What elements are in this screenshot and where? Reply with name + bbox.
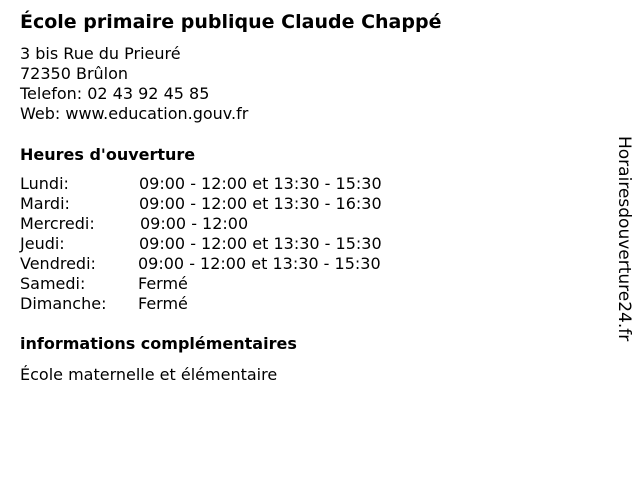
street-address: 3 bis Rue du Prieuré (20, 44, 181, 63)
day-label: Vendredi: (20, 254, 96, 273)
site-watermark: Horairesdouverture24.fr (614, 136, 634, 342)
day-hours: 09:00 - 12:00 (140, 214, 249, 233)
day-hours: Fermé (138, 274, 188, 293)
day-hours: 09:00 - 12:00 et 13:30 - 15:30 (139, 174, 382, 193)
day-hours: Fermé (138, 294, 188, 313)
additional-info-text: École maternelle et élémentaire (20, 365, 278, 384)
additional-info-heading: informations complémentaires (20, 334, 297, 353)
day-hours: 09:00 - 12:00 et 13:30 - 15:30 (139, 234, 382, 253)
day-label: Mercredi: (20, 214, 95, 233)
day-label: Mardi: (20, 194, 70, 213)
day-label: Lundi: (20, 174, 69, 193)
day-hours: 09:00 - 12:00 et 13:30 - 16:30 (139, 194, 382, 213)
day-label: Jeudi: (20, 234, 65, 253)
page-title: École primaire publique Claude Chappé (20, 11, 442, 33)
website: Web: www.education.gouv.fr (20, 104, 249, 123)
postal-city: 72350 Brûlon (20, 64, 129, 83)
opening-hours-heading: Heures d'ouverture (20, 145, 196, 164)
day-hours: 09:00 - 12:00 et 13:30 - 15:30 (138, 254, 381, 273)
phone-number: Telefon: 02 43 92 45 85 (20, 84, 210, 103)
address-block (20, 44, 248, 124)
day-label: Samedi: (20, 274, 86, 293)
day-label: Dimanche: (20, 294, 107, 313)
